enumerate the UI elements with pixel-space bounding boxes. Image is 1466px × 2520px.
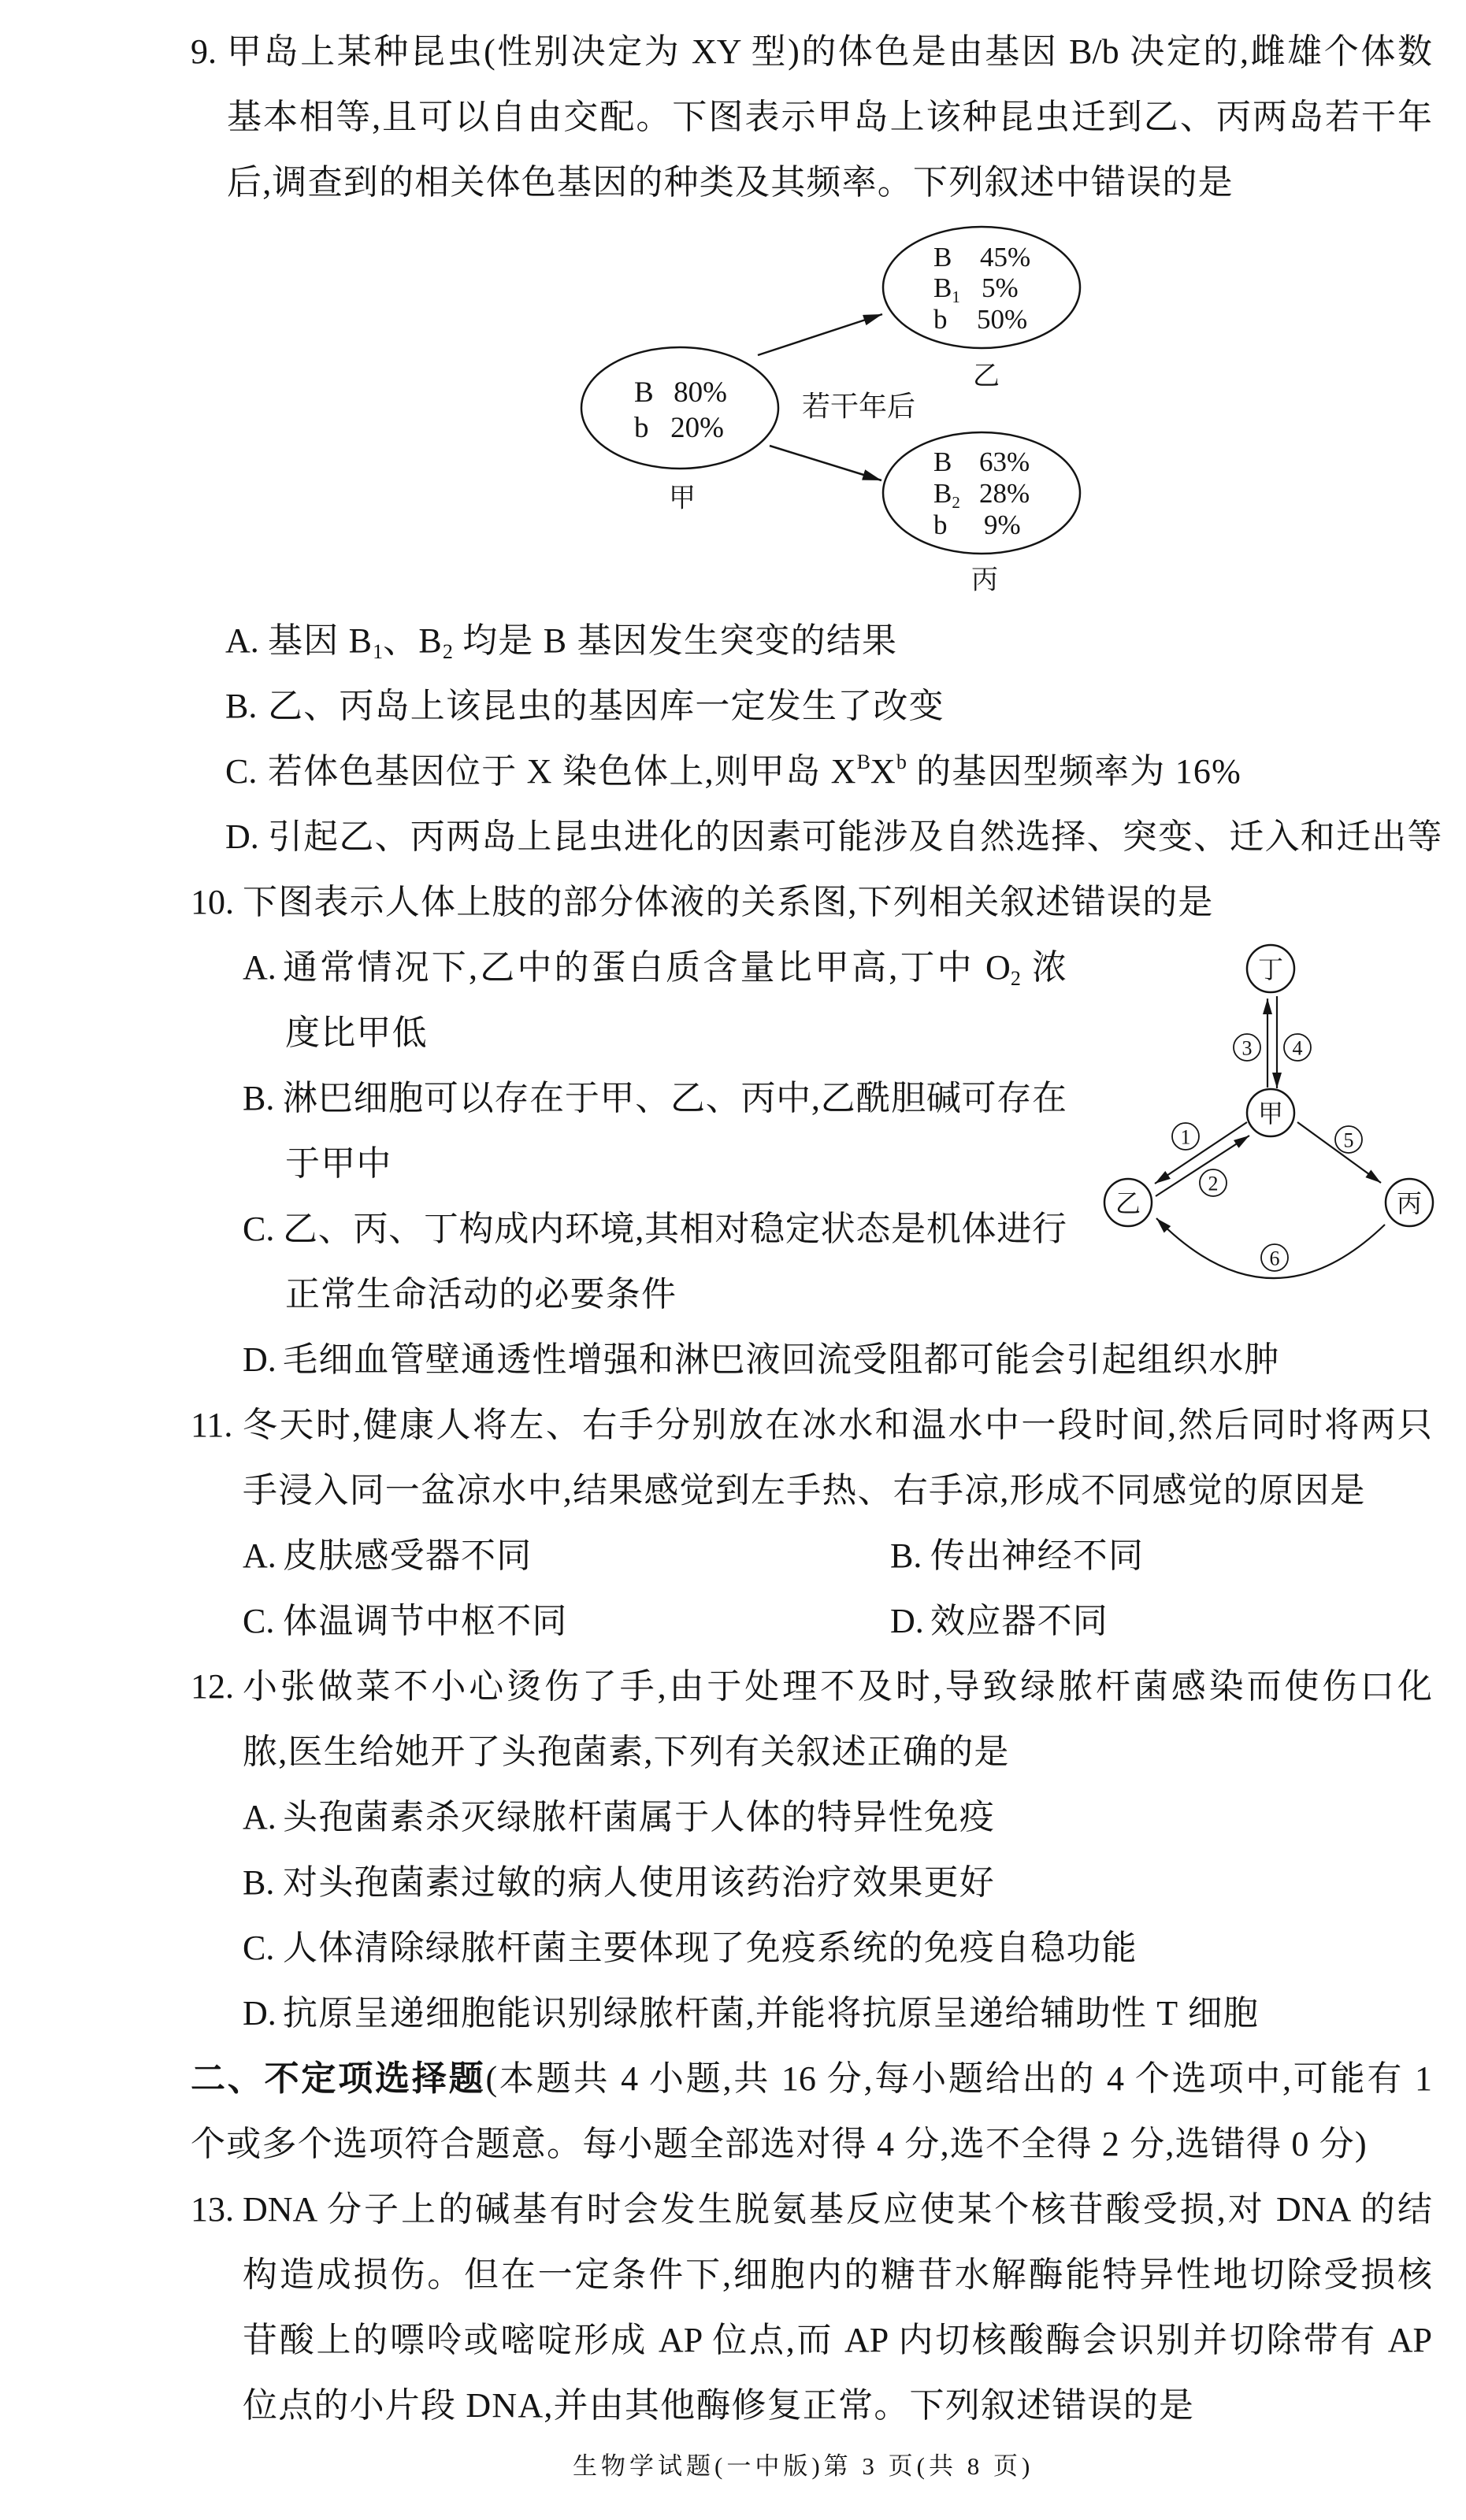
option-label: D. — [890, 1602, 924, 1640]
question-stem-line: 构造成损伤。但在一定条件下,细胞内的糖苷水解酶能特异性地切除受损核 — [243, 2255, 1432, 2294]
edge-6-badge — [1261, 1244, 1288, 1271]
option-text-continued: 度比甲低 — [285, 1014, 428, 1052]
allele-symbol: B — [933, 272, 952, 303]
allele — [933, 447, 952, 477]
text-segment: 、B — [383, 621, 443, 660]
edge-5-number: 5 — [1343, 1128, 1354, 1152]
edge-number-badges — [1172, 1034, 1362, 1271]
arrow-jia-to-bing — [770, 446, 881, 480]
island-bing-genes — [933, 447, 1030, 540]
option-label: B. — [243, 1863, 275, 1902]
node-bing-circle — [1386, 1179, 1433, 1226]
text-segment: 均是 B 基因发生突变的结果 — [452, 621, 898, 660]
edge-3-badge — [1234, 1034, 1260, 1061]
edge-6-number: 6 — [1269, 1247, 1280, 1270]
question-stem-line: 基本相等,且可以自由交配。下图表示甲岛上该种昆虫迁到乙、丙两岛若干年 — [227, 98, 1432, 136]
allele-symbol: b — [933, 510, 948, 540]
node-jia-circle — [1247, 1089, 1294, 1136]
gene-frequency-diagram — [581, 227, 1080, 595]
section-title: 二、不定项选择题 — [191, 2059, 486, 2098]
node-ding-label: 丁 — [1257, 955, 1284, 984]
allele — [933, 242, 952, 272]
option-text: 传出神经不同 — [930, 1536, 1145, 1575]
option-text — [268, 608, 897, 673]
option-text: 对头孢菌素过敏的病人使用该药治疗效果更好 — [283, 1863, 995, 1902]
arrow-edge-6 — [1156, 1218, 1385, 1278]
option-label: D. — [243, 1340, 276, 1379]
edge-5-badge — [1335, 1126, 1362, 1153]
question-number: 11. — [191, 1406, 233, 1444]
island-yi-genes — [933, 242, 1030, 335]
node-yi-circle — [1104, 1179, 1152, 1226]
allele: b — [634, 412, 649, 444]
node-yi-label: 乙 — [1115, 1189, 1141, 1217]
question-stem-line: 下图表示人体上肢的部分体液的关系图,下列相关叙述错误的是 — [243, 883, 1214, 921]
question-stem-line: 小张做菜不小心烫伤了手,由于处理不及时,导致绿脓杆菌感染而使伤口化 — [243, 1667, 1432, 1706]
section-instructions-continued: 个或多个选项符合题意。每小题全部选对得 4 分,选不全得 2 分,选错得 0 分) — [191, 2125, 1368, 2163]
allele-symbol: B — [933, 478, 952, 509]
allele-frequency: 28% — [979, 478, 1030, 509]
option-text: 毛细血管壁通透性增强和淋巴液回流受阻都可能会引起组织水肿 — [283, 1340, 1280, 1379]
question-number: 10. — [191, 883, 234, 921]
option-text: 引起乙、丙两岛上昆虫进化的因素可能涉及自然选择、突变、迁入和迁出等 — [268, 817, 1443, 856]
option-label: A. — [243, 948, 276, 987]
question-stem-line: 冬天时,健康人将左、右手分别放在冰水和温水中一段时间,然后同时将两只 — [243, 1406, 1432, 1444]
island-yi-ellipse — [883, 227, 1080, 348]
body-fluid-diagram — [1104, 945, 1433, 1278]
question-stem-line: 脓,医生给她开了头孢菌素,下列有关叙述正确的是 — [243, 1732, 1010, 1771]
option-text — [283, 935, 1067, 1000]
allele-frequency: 63% — [979, 447, 1030, 477]
option-label: A. — [243, 1798, 276, 1836]
option-text: 人体清除绿脓杆菌主要体现了免疫系统的免疫自稳功能 — [283, 1929, 1138, 1967]
edge-1-number: 1 — [1180, 1125, 1191, 1149]
option-label: B. — [243, 1079, 275, 1117]
island-bing-ellipse — [883, 432, 1080, 554]
option-label: A. — [225, 621, 259, 660]
question-number: 9. — [191, 32, 217, 71]
option-label: C. — [243, 1602, 275, 1640]
node-ding-circle — [1247, 945, 1294, 992]
allele-frequency: 9% — [984, 510, 1021, 540]
option-label: C. — [243, 1929, 275, 1967]
island-jia-ellipse — [581, 347, 778, 469]
option-label: C. — [243, 1210, 275, 1248]
allele-frequency: 45% — [980, 242, 1031, 272]
question-number: 13. — [191, 2190, 234, 2229]
allele — [933, 304, 948, 335]
option-label: D. — [225, 817, 259, 856]
option-text: 效应器不同 — [930, 1602, 1108, 1640]
node-jia-label: 甲 — [1257, 1099, 1284, 1128]
edge-4-number: 4 — [1292, 1036, 1303, 1060]
subscript: 1 — [373, 640, 384, 663]
allele — [933, 478, 960, 512]
option-label: D. — [243, 1994, 276, 2033]
allele: B — [634, 376, 654, 409]
edge-4-badge — [1284, 1034, 1311, 1061]
island-bing-label: 丙 — [971, 565, 998, 595]
superscript: B — [856, 750, 870, 773]
allele-symbol: B — [933, 242, 952, 272]
allele-frequency: 50% — [977, 304, 1028, 335]
allele-frequency: 20% — [670, 412, 724, 444]
option-text: 乙、丙、丁构成内环境,其相对稳定状态是机体进行 — [283, 1210, 1067, 1248]
option-text-continued: 正常生命活动的必要条件 — [285, 1275, 677, 1314]
edge-3-number: 3 — [1241, 1036, 1253, 1060]
allele-subscript: 1 — [952, 287, 960, 306]
section-instructions: (本题共 4 小题,共 16 分,每小题给出的 4 个选项中,可能有 1 — [485, 2059, 1433, 2098]
allele-frequency: 5% — [982, 272, 1019, 303]
island-jia-genes — [634, 376, 727, 444]
allele-symbol: B — [933, 447, 952, 477]
question-stem-line: 后,调查到的相关体色基因的种类及其频率。下列叙述中错误的是 — [227, 163, 1234, 202]
question-stem-line: 甲岛上某种昆虫(性别决定为 XY 型)的体色是由基因 B/b 决定的,雌雄个体数 — [227, 32, 1432, 71]
option-text: 抗原呈递细胞能识别绿脓杆菌,并能将抗原呈递给辅助性 T 细胞 — [283, 1994, 1260, 2033]
option-text: 体温调节中枢不同 — [283, 1602, 568, 1640]
text-segment: 通常情况下,乙中的蛋白质含量比甲高,丁中 O — [283, 948, 1011, 987]
option-label: B. — [225, 687, 258, 725]
text-segment: 浓 — [1020, 948, 1067, 987]
arrow-edge-2 — [1156, 1136, 1249, 1196]
option-label: B. — [890, 1536, 922, 1575]
question-stem-line: 位点的小片段 DNA,并由其他酶修复正常。下列叙述错误的是 — [243, 2386, 1195, 2425]
island-jia-label: 甲 — [669, 484, 696, 513]
option-text-continued: 于甲中 — [285, 1144, 392, 1183]
question-number: 12. — [191, 1667, 234, 1706]
question-stem-line: 苷酸上的嘌呤或嘧啶形成 AP 位点,而 AP 内切核酸酶会识别并切除带有 AP — [243, 2321, 1432, 2359]
option-text: 头孢菌素杀灭绿脓杆菌属于人体的特异性免疫 — [283, 1798, 995, 1836]
edge-2-badge — [1200, 1169, 1227, 1196]
question-stem-line: 手浸入同一盆凉水中,结果感觉到左手热、右手凉,形成不同感觉的原因是 — [243, 1471, 1366, 1510]
page-footer: 生物学试题(一中版)第 3 页(共 8 页) — [573, 2452, 1034, 2480]
allele-symbol: b — [933, 304, 948, 335]
allele — [933, 510, 948, 540]
allele-frequency: 80% — [674, 376, 727, 409]
option-text: 乙、丙岛上该昆虫的基因库一定发生了改变 — [268, 687, 945, 725]
subscript: 2 — [1010, 967, 1021, 990]
question-stem-line: DNA 分子上的碱基有时会发生脱氨基反应使某个核苷酸受损,对 DNA 的结 — [243, 2190, 1432, 2229]
island-yi-label: 乙 — [973, 361, 1000, 391]
allele-subscript: 2 — [952, 493, 960, 512]
arrow-jia-to-yi — [758, 314, 882, 355]
edge-2-number: 2 — [1208, 1172, 1219, 1195]
node-bing-label: 丙 — [1396, 1189, 1423, 1217]
arrow-edge-1 — [1155, 1122, 1247, 1184]
arrow-label: 若干年后 — [802, 391, 916, 422]
option-text — [268, 739, 1241, 804]
option-label: C. — [225, 752, 258, 791]
superscript: b — [896, 750, 907, 773]
text-segment: 的基因型频率为 16% — [906, 752, 1241, 791]
section-heading-line — [191, 2046, 1432, 2111]
allele — [933, 272, 960, 306]
arrow-edge-5 — [1297, 1122, 1381, 1183]
text-segment: 基因 B — [268, 621, 373, 660]
option-text: 皮肤感受器不同 — [283, 1536, 533, 1575]
text-segment: 若体色基因位于 X 染色体上,则甲岛 X — [268, 752, 857, 791]
option-label: A. — [243, 1536, 276, 1575]
text-segment: X — [870, 752, 896, 791]
edge-1-badge — [1172, 1123, 1199, 1150]
subscript: 2 — [442, 640, 453, 663]
option-text: 淋巴细胞可以存在于甲、乙、丙中,乙酰胆碱可存在 — [283, 1079, 1067, 1117]
